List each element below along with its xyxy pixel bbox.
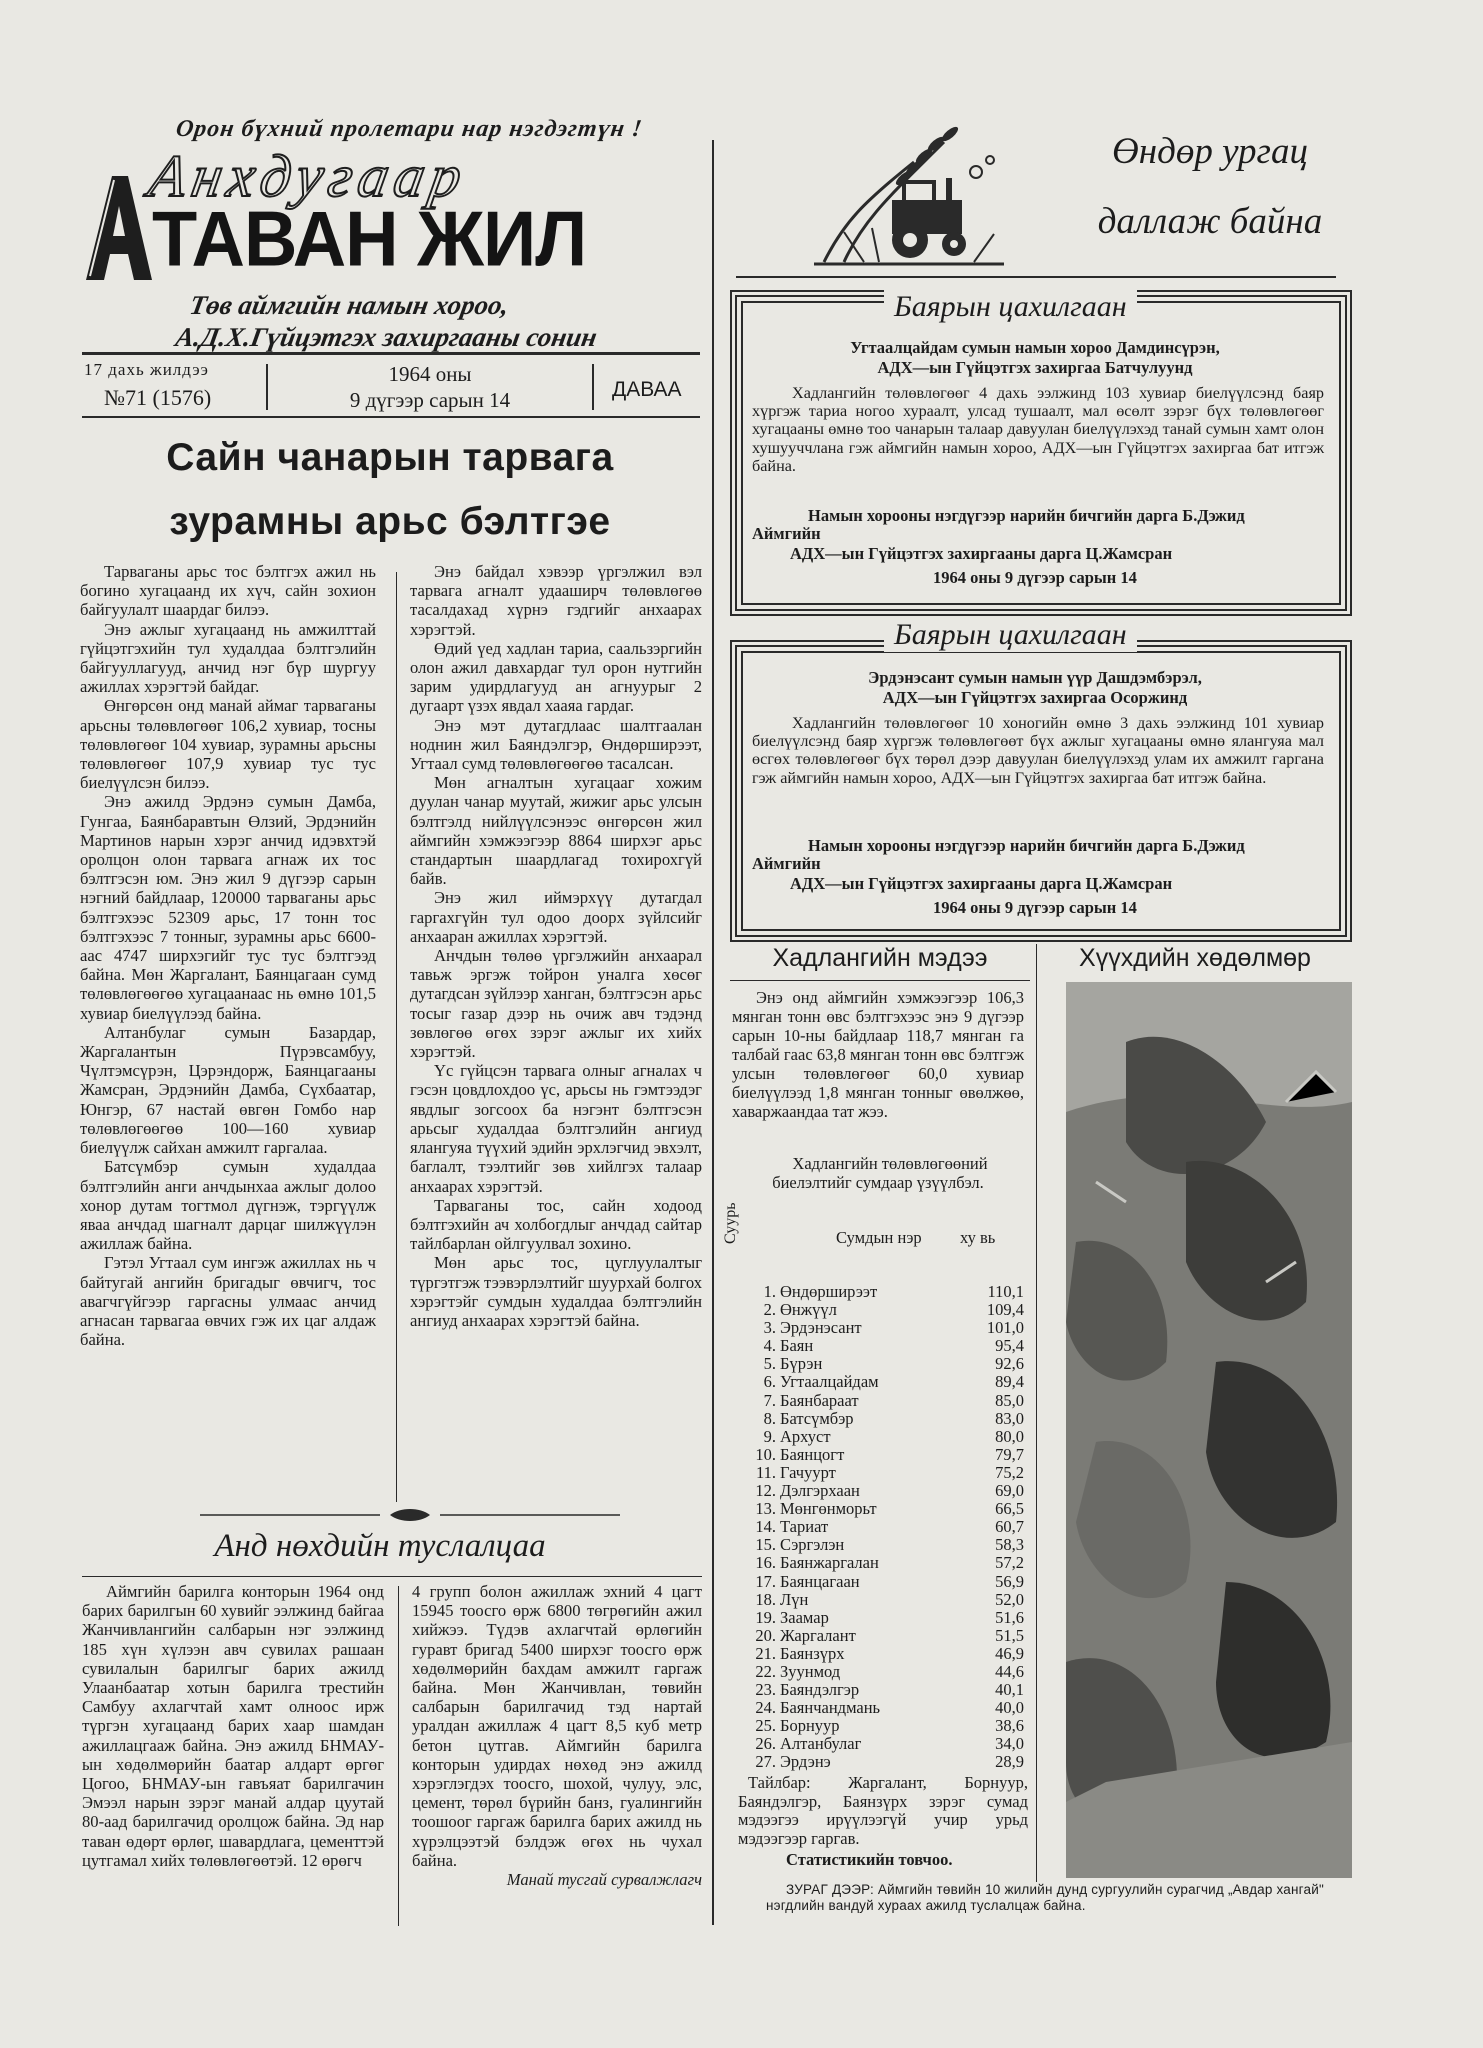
hay-row-rank: 23.	[755, 1680, 776, 1700]
table-row	[748, 1699, 1024, 1717]
hay-row-value: 95,4	[995, 1336, 1024, 1356]
table-row	[748, 1319, 1024, 1337]
article-main-col1	[80, 562, 376, 1349]
photo-title: Хүүхдийн хөдөлмөр	[1079, 944, 1311, 972]
photo-children-harvesting	[1066, 982, 1352, 1878]
hay-row-name: Жаргалант	[780, 1625, 856, 1645]
hay-row-value: 80,0	[995, 1426, 1024, 1446]
right-top-rule	[736, 276, 1336, 278]
hay-row-rank: 21.	[755, 1643, 776, 1663]
photo-caption: ЗУРАГ ДЭЭР: Аймгийн төвийн 10 жилийн дунд сургуулийн сурагчид „Авдар хангай" нэгдлийн вандуй хураах ажилд туслалцаж байна.	[766, 1882, 1324, 1913]
article-help-rule	[82, 1576, 702, 1577]
table-row	[748, 1301, 1024, 1319]
hay-row-name: Батсүмбэр	[780, 1408, 854, 1428]
hay-report-intro2: Хадлангийн төлөвлөгөөний биелэлтийг сумдаар үзүүлбэл.	[772, 1154, 988, 1192]
hay-table-percent-header: ху вь	[960, 1228, 996, 1247]
table-row	[748, 1518, 1024, 1536]
hay-row-value: 92,6	[995, 1354, 1024, 1374]
hay-row-value: 57,2	[995, 1553, 1024, 1573]
article-main-col2	[410, 562, 702, 1330]
table-row	[748, 1735, 1024, 1753]
top-heading-line2: даллаж байна	[1097, 201, 1323, 242]
hay-row-rank: 12.	[755, 1481, 776, 1501]
telegram-2-signature-1: Намын хорооны нэгдүгээр нарийн бичгийн дарга Б.Дэжид	[808, 836, 1245, 855]
hay-row-name: Борнуур	[780, 1716, 840, 1736]
hay-row-name: Гачуурт	[780, 1462, 836, 1482]
hay-row-rank: 26.	[755, 1734, 776, 1754]
telegram-1-date: 1964 оны 9 дүгээр сарын 14	[933, 568, 1137, 587]
hay-row-value: 58,3	[995, 1535, 1024, 1555]
article-paragraph: Үс гүйцсэн тарвага олныг агналах ч гэсэн цовдлохдоо үс, арьсы нь гэмтээдэг явдлыг зогсоох ба нэгэнт бэлтгэсэн арьсыг худалдаа бэлтгэлийн ангиуд ялангуяа түүхий эдийн эрхлэгчид эвхэлт, баглалт, тээлтийг зөв хийлгэх талаар анхаарах хэрэгтэй.	[410, 1061, 702, 1196]
telegram-2-body: Хадлангийн төлөвлөгөөг 10 хоногийн өмнө 3 дахь ээлжинд 101 хувиар биелүүлсэнд баяр хүргэж төлөвлөгөөт бүх ажлыг хугацааны өмнө ялангуяа мал өсгөх төлөвлөгөөг бүх төрөл дээр давуулан биелүүлэхэд улам их амжилт гаргана гэж аймгийн намын хороо, АДХ—ын Гүйцэтгэх захиргаа бат итгэж байна.	[752, 714, 1324, 787]
table-row	[748, 1681, 1024, 1699]
hay-row-value: 66,5	[995, 1499, 1024, 1519]
table-row	[748, 1536, 1024, 1554]
table-row	[748, 1446, 1024, 1464]
article-paragraph: Энэ ажлыг хугацаанд нь амжилттай гүйцэтгэхийн тул худалдаа бэлтгэлийн байгууллагууд, анчид нэг бүр шургуу ажиллах хэрэгтэй байдаг.	[80, 619, 376, 697]
hay-row-name: Баян	[780, 1336, 814, 1356]
masthead-divider-2	[592, 364, 594, 410]
masthead-slogan: Орон бүхний пролетари нар нэгдэгтүн !	[174, 116, 645, 142]
hay-row-value: 75,2	[995, 1462, 1024, 1482]
article-paragraph: Өдий үед хадлан тариа, саальзэргийн олон ажил давхардаг тул орон нутгийн зарим удирдлагууд ан агнуурыг 2 дугаарт үзэх явдал хааяа гардаг.	[410, 638, 702, 716]
hay-row-rank: 5.	[763, 1354, 776, 1374]
hay-row-name: Мөнгөнморьт	[780, 1499, 877, 1519]
hay-row-rank: 15.	[755, 1535, 776, 1555]
hay-row-rank: 27.	[755, 1752, 776, 1772]
hay-row-name: Лүн	[780, 1589, 809, 1609]
hay-row-name: Зуунмод	[780, 1661, 841, 1681]
hay-row-name: Архуст	[780, 1426, 831, 1446]
article-help-col1	[82, 1582, 384, 1870]
masthead-date-year: 1964 оны	[388, 362, 472, 386]
table-row	[748, 1337, 1024, 1355]
hay-report-title: Хадлангийн мэдээ	[772, 944, 988, 972]
article-paragraph: Алтанбулаг сумын Базардар, Жаргалантын Пүрэвсамбуу, Чүлтэмсүрэн, Цэрэндорж, Баянцагааны Жамсран, Эрдэнийн Дамба, Сүхбаатар, Юнгэр, 67 настай өвгөн Гомбо нар төлөвлөгөөгөө 100—160 хувиар биелүүлж сайхан амжилт гаргалаа.	[80, 1022, 376, 1158]
hay-row-value: 83,0	[995, 1408, 1024, 1428]
table-row	[748, 1573, 1024, 1591]
hay-row-name: Тариат	[780, 1517, 829, 1537]
telegram-1-signature-2: Аймгийн	[752, 524, 821, 543]
hay-stats-table	[748, 1283, 1024, 1772]
telegram-1-signature-3: АДХ—ын Гүйцэтгэх захиргааны дарга Ц.Жамсран	[790, 544, 1173, 563]
hay-row-value: 109,4	[986, 1300, 1024, 1320]
masthead-subtitle-2: А.Д.Х.Гүйцэтгэх захиргааны сонин	[173, 322, 600, 352]
hay-row-name: Сэргэлэн	[780, 1535, 845, 1555]
masthead-script-title: Анхдугаар	[144, 143, 473, 209]
hay-row-rank: 8.	[763, 1408, 776, 1428]
tractor-wheat-icon	[804, 122, 1014, 272]
hay-row-rank: 7.	[763, 1390, 776, 1410]
column-divider-photo	[1036, 944, 1037, 1882]
telegram-1-addressee-2: АДХ—ын Гүйцэтгэх захиргаа Батчулуунд	[877, 358, 1193, 377]
table-row	[748, 1464, 1024, 1482]
hay-row-value: 79,7	[995, 1444, 1024, 1464]
table-row	[748, 1591, 1024, 1609]
hay-row-rank: 16.	[755, 1553, 776, 1573]
hay-table-name-header: Сумдын нэр	[836, 1228, 922, 1247]
article-paragraph: Мөн арьс тос, цуглуулалтыг түргэтгэж тээвэрлэлтийг шуурхай болгох хэрэгтэйг сумдын худалдаа бэлтгэлийн ангиуд анхаарах хэрэгтэй байна.	[410, 1253, 702, 1330]
masthead-top-rule	[82, 352, 700, 355]
masthead-bottom-rule	[82, 416, 700, 418]
article-paragraph: Аймгийн барилга конторын 1964 онд барих барилгын 60 хувийг ээлжинд байгаа Жанчивлангийн салбарын нэг ээлжинд 185 хүн хүлээн авч сувилах рашаан сувилалын барилгыг барих ажилд Улаанбаатар хотын барилга трестийн Самбуу ахлагчтай хамт олноос ирж түргэн хугацаанд барих хаар шамдан ажиллацгааж байна. Энэ ажилд БНМАУ-ын хөдөлмөрийн баатар алдарт өргөг Цогоо, БНМАУ-ын гавъяат барилгачин Эмээл нарын зэрэг манай алдар цуутай 80-аад барилгачид оролцож байна. Эд нар таван өдөрт өрлөг, шавардлага, цементтэй цутгамал хийх төлөвлөгөөтэй. 12 өрөгч	[82, 1582, 384, 1870]
hay-row-name: Баянцагаан	[780, 1571, 860, 1591]
telegram-1-signature-1: Намын хорооны нэгдүгээр нарийн бичгийн дарга Б.Дэжид	[808, 506, 1245, 525]
hay-row-value: 51,6	[995, 1607, 1024, 1627]
column-divider-help	[398, 1586, 399, 1926]
hay-report-intro: Энэ онд аймгийн хэмжээгээр 106,3 мянган тонн өвс бэлтгэхээс энэ 9 дүгээр сарын 10-ны байдлаар 118,7 мянган га талбай гаас 63,8 мянган тонн өвс бэлтгэж улсын төлөвлөгөөг 60,0 хувиар биелүүлээд 1,8 мянган тонныг өвөлжөө, хаваржаандаа тат жээ.	[732, 988, 1024, 1121]
telegram-1-body: Хадлангийн төлөвлөгөөг 4 дахь ээлжинд 103 хувиар биелүүлсэнд баяр хүргэж тариа ногоо хураалт, улсад тушаалт, мал өсөлт зэрэг бүх төлөвлөгөөг хугацааны өмнө тоо чанарын талаар давуулан биелүүлэхэд танай сумын хамт олон хушууччлана гэж аймгийн намын хороо, АДХ—ын Гүйцэтгэх захиргаа бат итгэж байна.	[752, 384, 1324, 475]
hay-row-rank: 19.	[755, 1607, 776, 1627]
hay-row-value: 34,0	[995, 1734, 1024, 1754]
hay-row-value: 40,1	[995, 1680, 1024, 1700]
hay-row-value: 89,4	[995, 1372, 1024, 1392]
hay-row-rank: 4.	[763, 1336, 776, 1356]
hay-row-value: 51,5	[995, 1625, 1024, 1645]
article-paragraph: Тарваганы арьс тос бэлтгэх ажил нь богино хугацаанд их хүч, сайн зохион байгуулалт шаардаг билээ.	[80, 562, 376, 620]
hay-row-value: 101,0	[986, 1318, 1024, 1338]
masthead-subtitle-1: Төв аймгийн намын хороо,	[187, 290, 512, 320]
hay-row-name: Баянцогт	[780, 1444, 845, 1464]
table-row	[748, 1554, 1024, 1572]
hay-row-name: Өндөрширээт	[780, 1282, 878, 1301]
masthead-date: 9 дүгээр сарын 14	[349, 388, 511, 412]
hay-report-note: Тайлбар: Жаргалант, Борнуур, Баяндэлгэр, Баянзүрх зэрэг сумад мэдээгээ ирүүлээгүй учир урьд мэдээгээр гаргав.	[738, 1773, 1028, 1848]
table-row	[748, 1717, 1024, 1735]
hay-row-name: Эрдэнэсант	[780, 1318, 862, 1338]
telegram-1-title: Баярын цахилгаан	[884, 290, 1137, 324]
hay-row-value: 85,0	[995, 1390, 1024, 1410]
telegram-2-addressee-1: Эрдэнэсант сумын намын үүр Дашдэмбэрэл,	[868, 668, 1202, 687]
hay-row-rank: 9.	[763, 1426, 776, 1446]
hay-row-rank: 14.	[755, 1517, 776, 1537]
hay-row-rank: 13.	[755, 1499, 776, 1519]
article-paragraph: Энэ байдал хэвээр үргэлжил вэл тарвага агналт удааширч төлөвлөгөө тасалдахад хүрнэ гэдгийг анхаарах хэрэгтэй.	[410, 562, 702, 639]
hay-row-value: 38,6	[995, 1716, 1024, 1736]
article-paragraph: Анчдын төлөө үргэлжийн анхаарал тавьж эргэж тойрон уналга хөсөг дутагдсан зүйлээр ханган, бэлтгэсэн арьс тосыг газар дээр нь очиж авч тэдэнд зөвлөгөө өгөх зэрэг ажлыг их хийх хэрэгтэй.	[410, 946, 702, 1062]
telegram-2-addressee-2: АДХ—ын Гүйцэтгэх захиргаа Осоржинд	[882, 688, 1188, 707]
article-paragraph: Мөн агналтын хугацааг хожим дуулан чанар муутай, жижиг арьс улсын бэлтгэлд нийлүүлсэнээс өнгөрсөн жил аймгийн хэмжээгээр 8864 ширхэг арьс стандартын шаардлагад тохирохгүй байв.	[410, 773, 702, 889]
hay-row-name: Баяндэлгэр	[780, 1680, 860, 1700]
hay-row-name: Дэлгэрхаан	[780, 1481, 860, 1501]
hay-row-value: 40,0	[995, 1698, 1024, 1718]
hay-row-value: 60,7	[995, 1517, 1024, 1537]
telegram-2-date: 1964 оны 9 дүгээр сарын 14	[933, 898, 1137, 917]
hay-row-name: Бүрэн	[780, 1354, 823, 1374]
column-divider-main	[712, 140, 714, 1925]
hay-row-rank: 3.	[763, 1318, 776, 1338]
hay-row-rank: 10.	[755, 1444, 776, 1464]
masthead-issue-number: №71 (1576)	[104, 385, 212, 410]
telegram-2-signature-2: Аймгийн	[752, 854, 821, 873]
hay-row-name: Баянбараат	[780, 1390, 859, 1410]
hay-report-rule	[730, 980, 1030, 981]
table-row	[748, 1627, 1024, 1645]
article-paragraph: Энэ ажилд Эрдэнэ сумын Дамба, Гунгаа, Баянбаравтын Өлзий, Эрдэнийн Мартинов нарын хэрэг анчид идэвхтэй оролцон олон тарвага агнаж их тос бэлтгэсэн юм. Энэ жил 9 дүгээр сарын нэгний байдлаар, 120000 тарваганы арьс бэлтгэхээс 52309 арьс, 17 тонн тос бэлтгэхээс 7 тонныг, зурамны арьс 6600-аас 4747 ширхэгийг тус тус бэлтгээд байна. Мөн Жаргалант, Баянцагаан сумд төлөвлөгөөгөө хугацаанаас нь өмнө 101,5 хувиар биелүүлээд байна.	[80, 792, 376, 1023]
hay-row-rank: 18.	[755, 1589, 776, 1609]
article-title-line2: зурамны арьс бэлтгэе	[169, 500, 611, 543]
hay-row-value: 69,0	[995, 1481, 1024, 1501]
telegram-1-addressee-1: Угтаалцайдам сумын намын хороо Дамдинсүрэн,	[850, 338, 1220, 357]
hay-row-name: Заамар	[780, 1607, 829, 1627]
hay-report-source: Статистикийн товчоо.	[786, 1850, 953, 1869]
hay-row-name: Баянжаргалан	[780, 1553, 879, 1573]
table-row	[748, 1645, 1024, 1663]
article-help-col2	[412, 1582, 702, 1889]
hay-row-rank: 2.	[763, 1300, 776, 1320]
table-row	[748, 1283, 1024, 1301]
article-paragraph: Гэтэл Угтаал сум ингэж ажиллах нь ч байтугай ангийн бригадыг өвчигч, тос авагчгүйгээр гаргасны улмаас анчид агнасан тарвагаа өвчих гэж их цаг алдаж байна.	[80, 1253, 376, 1350]
article-paragraph: Тарваганы тос, сайн ходоод бэлтгэхийн ач холбогдлыг анчдад сайтар тайлбарлан ойлгуулвал зохино.	[410, 1195, 702, 1254]
article-byline: Манай тусгай сурвалжлагч	[506, 1870, 702, 1890]
article-paragraph: Энэ мэт дутагдлаас шалтгаалан ноднин жил Баяндэлгэр, Өндөрширээт, Угтаал сумд төлөвлөгөөгөө тасалсан.	[410, 715, 702, 774]
masthead-big-letter-icon	[82, 170, 154, 282]
column-divider-article	[396, 572, 397, 1502]
hay-row-name: Угтаалцайдам	[780, 1372, 879, 1392]
hay-row-rank: 24.	[755, 1698, 776, 1718]
article-paragraph: Батсүмбэр сумын худалдаа бэлтгэлийн анги анчдынхаа ажлыг долоо хонор дутам тогтмол дүгнэж, тэргүүлж яваа анчдад шагналт дарцаг шилжүүлэн ажиллаж байна.	[80, 1157, 376, 1254]
hay-row-value: 44,6	[995, 1661, 1024, 1681]
hay-row-value: 28,9	[995, 1752, 1024, 1772]
hay-row-name: Алтанбулаг	[780, 1734, 862, 1754]
hay-row-name: Баянзүрх	[780, 1643, 845, 1663]
hay-row-rank: 6.	[763, 1372, 776, 1392]
ornament-divider	[200, 1508, 620, 1520]
article-title-line1: Сайн чанарын тарвага	[166, 436, 614, 479]
article-paragraph: Өнгөрсөн онд манай аймаг тарваганы арьсны төлөвлөгөөг 106,2 хувиар, тосны төлөвлөгөөг 104 хувиар, зурамны арьсны төлөвлөгөөг 107,9 хувиар тус тус биелүүлсэн билээ.	[80, 696, 376, 793]
table-row	[748, 1482, 1024, 1500]
hay-stats-table-grid	[748, 1283, 1024, 1772]
table-row	[748, 1392, 1024, 1410]
table-row	[748, 1355, 1024, 1373]
hay-row-value: 52,0	[995, 1589, 1024, 1609]
hay-row-name: Баянчандмань	[780, 1698, 881, 1718]
top-heading-line1: Өндөр ургац	[1112, 131, 1308, 172]
table-row	[748, 1410, 1024, 1428]
hay-row-rank: 25.	[755, 1716, 776, 1736]
hay-row-value: 56,9	[995, 1571, 1024, 1591]
hay-row-value: 110,1	[987, 1282, 1024, 1301]
table-row	[748, 1500, 1024, 1518]
hay-row-name: Өнжүүл	[780, 1300, 837, 1320]
table-row	[748, 1373, 1024, 1391]
masthead-divider-1	[266, 364, 268, 410]
hay-row-value: 46,9	[995, 1643, 1024, 1663]
hay-row-rank: 1.	[763, 1282, 776, 1301]
article-paragraph: 4 групп болон ажиллаж эхний 4 цагт 15945 тоосго өрж 6800 төгрөгийн ажил хийжээ. Түдэв ахлагчтай өрлөгийн гуравт бригад 5400 ширхэг тоосго өрж хөдөлмөрийн бахдам амжилт гаргаж байна. Мөн Жанчивлан, төвийн салбарын барилгачид тэд нартай уралдан ажиллаж 4 цагт 8,5 куб метр бетон цутгав. Аймгийн барилга конторын удирдах нөхөд энэ ажилд хэрэглэгдэх тоосго, шохой, чулуу, элс, цемент, төрөл бүрийн банз, гуалингийн тоошоог гаргаж барилга барих ажилд нь хүрэлцээтэй бэлдэж өгөх нь чухал байна.	[412, 1582, 702, 1870]
hay-row-name: Эрдэнэ	[780, 1752, 831, 1772]
masthead-title: ТАВАН ЖИЛ	[152, 194, 587, 283]
telegram-2-title: Баярын цахилгаан	[884, 618, 1137, 652]
telegram-2-signature-3: АДХ—ын Гүйцэтгэх захиргааны дарга Ц.Жамсран	[790, 874, 1173, 893]
hay-row-rank: 22.	[755, 1661, 776, 1681]
masthead-weekday: ДАВАА	[612, 378, 682, 401]
hay-table-rank-header: Суурь	[722, 1202, 739, 1244]
article-paragraph: Энэ жил иймэрхүү дутагдал гаргахгүйн тул одоо доорх зүйлсийг анхааран ажиллах хэрэгтэй.	[410, 888, 702, 946]
table-row	[748, 1663, 1024, 1681]
hay-row-rank: 17.	[755, 1571, 776, 1591]
table-row	[748, 1428, 1024, 1446]
article-help-title: Анд нөхдийн туслалцаа	[214, 1528, 546, 1564]
hay-row-rank: 20.	[755, 1625, 776, 1645]
masthead-year-label: 17 дахь жилдээ	[84, 360, 209, 379]
table-row	[748, 1753, 1024, 1771]
hay-row-rank: 11.	[755, 1462, 776, 1482]
table-row	[748, 1609, 1024, 1627]
